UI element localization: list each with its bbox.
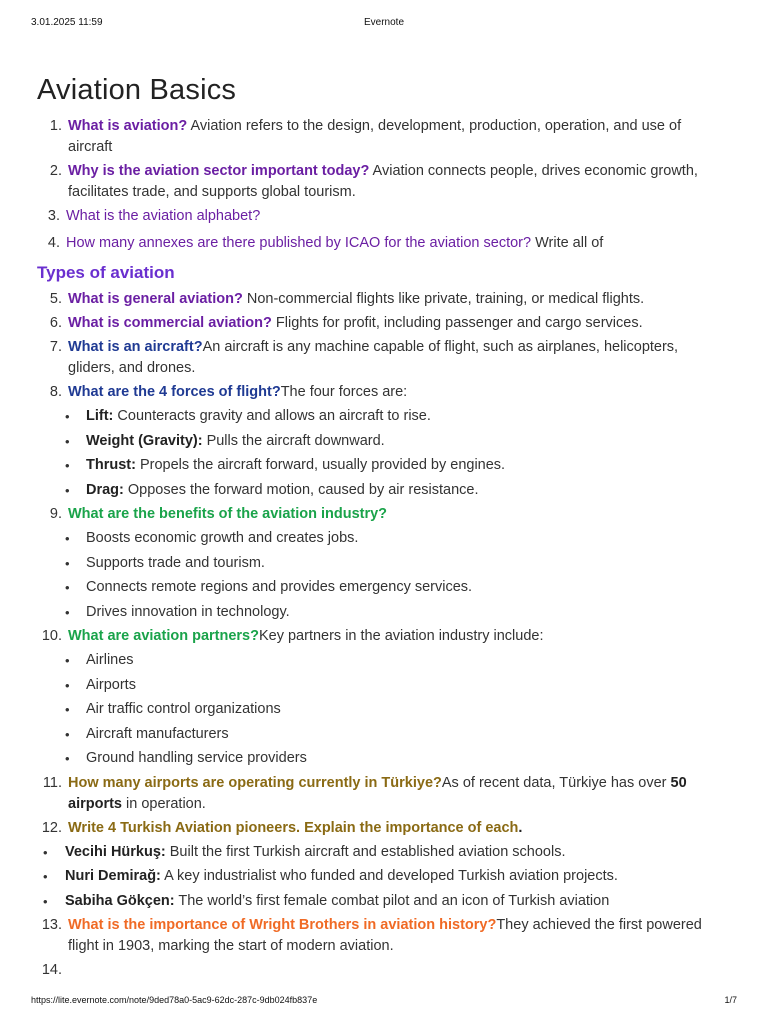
list-item-text: Pulls the aircraft downward. bbox=[202, 432, 385, 449]
question-item-4 bbox=[37, 233, 728, 254]
list-item bbox=[65, 866, 728, 887]
answer-text: in operation. bbox=[122, 795, 206, 812]
answer-text: An aircraft is any machine capable of flight, such as airplanes, helicopters, gliders, and drones. bbox=[68, 339, 679, 376]
note-url-link[interactable]: https://lite.evernote.com/note/9ded78a0-5ac9-62dc-287c-9db024fb837e bbox=[31, 995, 318, 1005]
item-number: 13. bbox=[41, 917, 62, 933]
question-item-8 bbox=[37, 382, 728, 403]
section-heading: Types of aviation bbox=[37, 263, 175, 282]
page-number: 1/7 bbox=[724, 995, 737, 1005]
question-item-9 bbox=[37, 504, 728, 525]
list-item bbox=[86, 406, 728, 427]
question-text: What is commercial aviation? bbox=[68, 315, 272, 331]
list-item: • Connects remote regions and provides emergency services. bbox=[86, 577, 728, 598]
answer-emphasis: 50 airports bbox=[68, 774, 687, 812]
list-item bbox=[65, 891, 728, 912]
list-item: • Aircraft manufacturers bbox=[86, 724, 728, 745]
list-item-term: Thrust: bbox=[86, 457, 136, 473]
list-item: • Drives innovation in technology. bbox=[86, 602, 728, 623]
list-item-term: Nuri Demirağ: bbox=[65, 868, 161, 884]
question-item-13 bbox=[37, 915, 728, 957]
list-item: • Air traffic control organizations bbox=[86, 699, 728, 720]
list-item bbox=[86, 431, 728, 452]
list-item: • Airports bbox=[86, 675, 728, 696]
pioneers-list bbox=[37, 842, 728, 912]
list-item-text: Counteracts gravity and allows an aircraft to rise. bbox=[113, 408, 431, 424]
question-text: What are aviation partners? bbox=[68, 628, 259, 644]
question-text: Why is the aviation sector important today? bbox=[68, 163, 370, 179]
question-item-3 bbox=[37, 206, 728, 227]
list-item: • Airlines bbox=[86, 650, 728, 671]
list-item-text: Built the first Turkish aircraft and established aviation schools. bbox=[165, 843, 566, 860]
list-item-term: Lift: bbox=[86, 408, 114, 424]
item-number: 1. bbox=[49, 118, 62, 134]
list-item-term: Sabiha Gökçen: bbox=[65, 892, 175, 909]
question-item-1 bbox=[37, 116, 728, 158]
answer-text: Flights for profit, including passenger and cargo services. bbox=[271, 315, 643, 331]
print-header bbox=[31, 17, 737, 31]
question-item-12 bbox=[37, 818, 728, 839]
list-item: • Supports trade and tourism. bbox=[86, 553, 728, 574]
question-item-11 bbox=[37, 773, 728, 815]
answer-text: Aviation refers to the design, development, production, operation, and use of aircraft bbox=[68, 118, 682, 155]
answer-text: Non-commercial flights like private, training, or medical flights. bbox=[242, 291, 645, 307]
question-text: What is an aircraft? bbox=[68, 339, 203, 355]
item-number: 5. bbox=[49, 291, 62, 307]
question-item-10 bbox=[37, 626, 728, 647]
item-number: 14. bbox=[41, 962, 62, 978]
question-text: How many airports are operating currently in Türkiye? bbox=[68, 774, 442, 791]
page-title: Aviation Basics bbox=[37, 74, 237, 106]
item-number: 8. bbox=[49, 384, 62, 400]
item-number: 11. bbox=[42, 774, 62, 791]
list-item-text: The world’s first female combat pilot and an icon of Turkish aviation bbox=[174, 892, 610, 909]
item-number: 3. bbox=[47, 208, 60, 224]
answer-text: Write all of bbox=[531, 235, 604, 251]
list-item: • Ground handling service providers bbox=[86, 748, 728, 769]
question-item-7 bbox=[37, 337, 728, 379]
print-datetime: 3.01.2025 11:59 bbox=[31, 17, 103, 28]
answer-text: The four forces are: bbox=[280, 384, 408, 400]
list-item-text: Opposes the forward motion, caused by air resistance. bbox=[123, 481, 479, 498]
print-app-name: Evernote bbox=[363, 17, 405, 28]
item-number: 12. bbox=[41, 819, 62, 836]
list-item-text: A key industrialist who funded and developed Turkish aviation projects. bbox=[160, 868, 618, 884]
answer-text: They achieved the first powered flight in 1903, marking the start of modern aviation. bbox=[68, 917, 702, 954]
partners-list bbox=[37, 650, 728, 769]
answer-text: Aviation connects people, drives economic growth, facilitates trade, and supports global tourism. bbox=[68, 163, 698, 200]
question-text: How many annexes are there published by ICAO for the aviation sector? bbox=[66, 235, 532, 251]
benefits-list bbox=[37, 528, 728, 623]
list-item bbox=[65, 842, 728, 863]
note-content bbox=[37, 72, 728, 978]
list-item-text: Propels the aircraft forward, usually provided by engines. bbox=[135, 457, 506, 473]
question-item-2 bbox=[37, 161, 728, 203]
item-number: 6. bbox=[49, 315, 62, 331]
list-item bbox=[86, 480, 728, 501]
list-item-term: Drag: bbox=[86, 481, 124, 498]
question-text: What is the aviation alphabet? bbox=[66, 208, 261, 224]
answer-text: Key partners in the aviation industry include: bbox=[258, 628, 544, 644]
question-period: . bbox=[518, 819, 523, 836]
question-item-5 bbox=[37, 289, 728, 310]
list-item-term: Weight (Gravity): bbox=[86, 432, 203, 449]
question-text: What is general aviation? bbox=[68, 291, 243, 307]
question-text: Write 4 Turkish Aviation pioneers. Explain the importance of each bbox=[68, 819, 519, 836]
item-number: 9. bbox=[49, 506, 62, 522]
question-text: What is the importance of Wright Brothers in aviation history? bbox=[68, 917, 497, 933]
question-text: What are the benefits of the aviation industry? bbox=[68, 506, 388, 522]
item-number: 4. bbox=[47, 235, 60, 251]
question-item-6 bbox=[37, 313, 728, 334]
question-text: What are the 4 forces of flight? bbox=[68, 384, 281, 400]
answer-text: As of recent data, Türkiye has over bbox=[441, 774, 671, 791]
item-number: 7. bbox=[49, 339, 62, 355]
item-number: 10. bbox=[41, 628, 62, 644]
print-footer bbox=[31, 995, 737, 1009]
question-text: What is aviation? bbox=[68, 118, 188, 134]
list-item: • Boosts economic growth and creates jobs. bbox=[86, 528, 728, 549]
list-item-term: Vecihi Hürkuş: bbox=[65, 843, 166, 860]
list-item bbox=[86, 455, 728, 476]
item-number: 2. bbox=[49, 163, 62, 179]
forces-list bbox=[37, 406, 728, 501]
